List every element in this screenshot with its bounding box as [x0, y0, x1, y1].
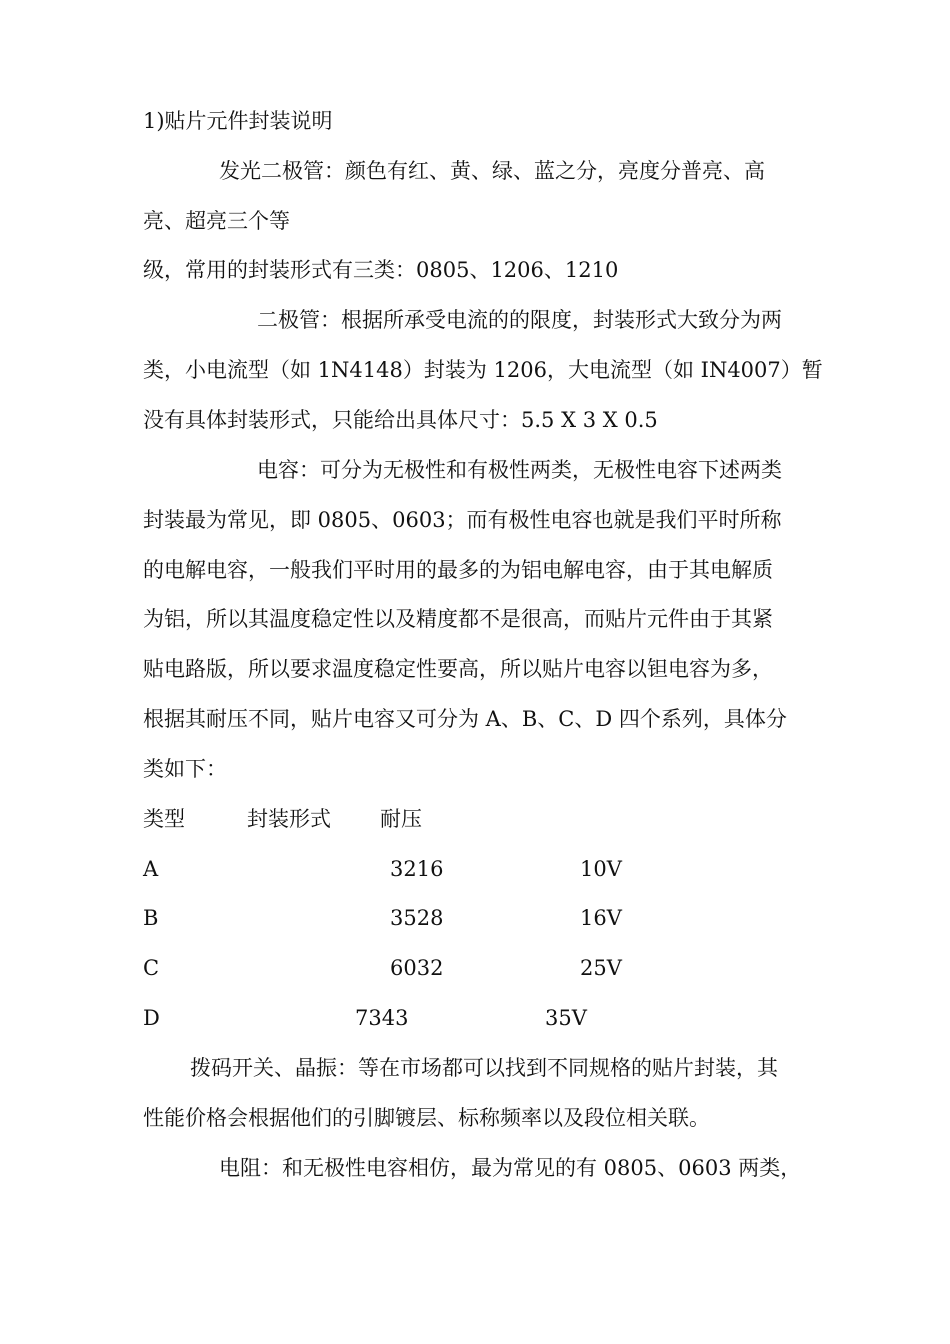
led-line-1: 发光二极管：颜色有红、黄、绿、蓝之分，亮度分普亮、高	[219, 159, 765, 183]
led-line-3: 级，常用的封装形式有三类：0805、1206、1210	[143, 258, 619, 282]
diode-line-1: 二极管：根据所承受电流的的限度，封装形式大致分为两	[257, 308, 782, 332]
table-cell-voltage: 16V	[580, 906, 622, 930]
capacitor-line-5: 贴电路版，所以要求温度稳定性要高，所以贴片电容以钽电容为多，	[143, 657, 773, 681]
table-cell-package: 6032	[390, 956, 444, 980]
resistor-line-1: 电阻：和无极性电容相仿，最为常见的有 0805、0603 两类，	[219, 1156, 802, 1180]
led-line-2: 亮、超亮三个等	[143, 209, 290, 233]
switch-line-1: 拨码开关、晶振：等在市场都可以找到不同规格的贴片封装，其	[190, 1056, 778, 1080]
table-cell-type: C	[143, 956, 160, 980]
table-header-voltage: 耐压	[380, 807, 422, 831]
table-cell-type: A	[143, 857, 159, 881]
table-cell-package: 7343	[355, 1006, 409, 1030]
table-header-package: 封装形式	[247, 807, 331, 831]
table-cell-voltage: 25V	[580, 956, 622, 980]
capacitor-line-3: 的电解电容，一般我们平时用的最多的为铝电解电容，由于其电解质	[143, 558, 773, 582]
table-cell-voltage: 10V	[580, 857, 622, 881]
table-cell-type: D	[143, 1006, 160, 1030]
table-cell-package: 3528	[390, 906, 444, 930]
diode-line-2: 类，小电流型（如 1N4148）封装为 1206，大电流型（如 IN4007）暂	[143, 358, 823, 382]
capacitor-line-2: 封装最为常见，即 0805、0603；而有极性电容也就是我们平时所称	[143, 508, 782, 532]
table-header-type: 类型	[143, 807, 185, 831]
table-cell-type: B	[143, 906, 159, 930]
capacitor-line-4: 为铝，所以其温度稳定性以及精度都不是很高，而贴片元件由于其紧	[143, 607, 773, 631]
table-cell-voltage: 35V	[545, 1006, 587, 1030]
diode-line-3: 没有具体封装形式，只能给出具体尺寸：5.5 X 3 X 0.5	[143, 408, 658, 432]
section-heading: 1)贴片元件封装说明	[143, 109, 333, 133]
capacitor-line-7: 类如下：	[143, 757, 227, 781]
capacitor-line-1: 电容：可分为无极性和有极性两类，无极性电容下述两类	[257, 458, 782, 482]
switch-line-2: 性能价格会根据他们的引脚镀层、标称频率以及段位相关联。	[143, 1106, 710, 1130]
table-cell-package: 3216	[390, 857, 444, 881]
capacitor-line-6: 根据其耐压不同，贴片电容又可分为 A、B、C、D 四个系列，具体分	[143, 707, 787, 731]
